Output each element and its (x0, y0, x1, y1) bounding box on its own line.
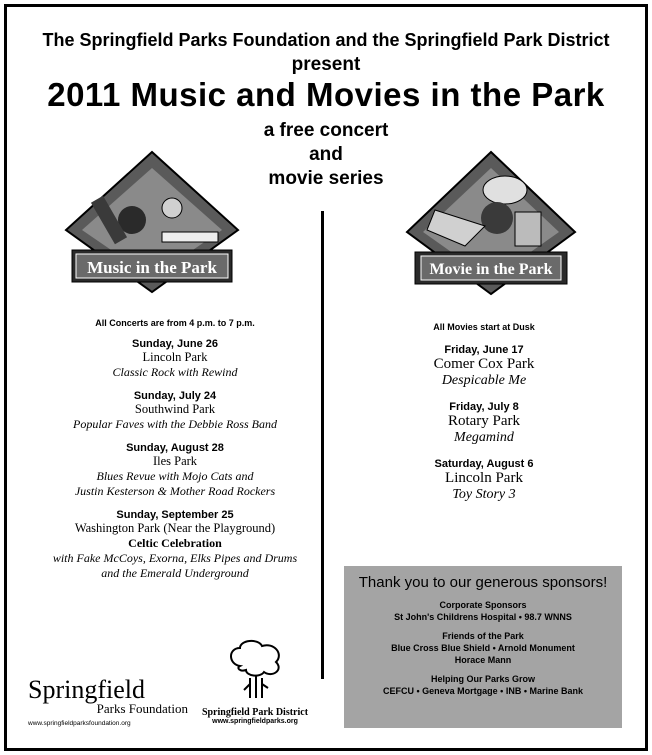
friends-list: Blue Cross Blue Shield • Arnold Monument (391, 643, 575, 653)
tree-hand-icon (220, 638, 290, 700)
concert-place: Southwind Park (134, 402, 216, 416)
foundation-url: www.springfieldparksfoundation.org (28, 720, 131, 727)
subtitle-line-2: and (309, 144, 343, 165)
present-word: present (291, 54, 361, 75)
movie-place: Rotary Park (447, 413, 521, 429)
concert-place: Washington Park (Near the Playground) (74, 521, 276, 535)
movie-place: Lincoln Park (445, 470, 523, 486)
concert-desc: with Fake McCoys, Exorna, Elks Pipes and Drums (52, 551, 298, 565)
presenters-line: The Springfield Parks Foundation and the Springfield Park District (42, 30, 610, 50)
movies-time-note: All Movies start at Dusk (433, 322, 535, 332)
movie-date: Friday, July 8 (449, 401, 519, 413)
concerts-column (30, 318, 320, 581)
music-logo-text: Music in the Park (87, 258, 217, 277)
concert-place: Iles Park (152, 454, 198, 468)
concert-place: Lincoln Park (142, 350, 208, 364)
movie-title: Megamind (454, 430, 514, 445)
corporate-sponsors-heading: Corporate Sponsors (439, 600, 527, 610)
district-name: Springfield Park District (201, 707, 309, 718)
poster-title: 2011 Music and Movies in the Park (47, 76, 605, 113)
concerts-time-note: All Concerts are from 4 p.m. to 7 p.m. (95, 318, 255, 328)
subtitle-line-1: a free concert (263, 120, 389, 141)
sponsors-thanks: Thank you to our generous sponsors! (358, 574, 608, 591)
music-in-the-park-logo (62, 150, 242, 305)
grow-heading: Helping Our Parks Grow (430, 674, 536, 684)
movie-title: Despicable Me (441, 373, 527, 388)
movie-place: Comer Cox Park (433, 356, 535, 372)
movies-column (344, 322, 624, 503)
concert-date: Sunday, August 28 (126, 442, 224, 454)
concert-date: Sunday, June 26 (132, 338, 218, 350)
concert-date: Sunday, July 24 (133, 390, 217, 402)
concert-desc: Blues Revue with Mojo Cats and (96, 469, 254, 483)
movie-in-the-park-logo (405, 150, 585, 305)
concert-desc: Justin Kesterson & Mother Road Rockers (74, 484, 276, 498)
movie-logo-text: Movie in the Park (429, 261, 553, 278)
concert-desc: Classic Rock with Rewind (112, 365, 238, 379)
concert-desc: and the Emerald Underground (101, 566, 249, 580)
movie-date: Friday, June 17 (444, 344, 524, 356)
foundation-name: Springfield (28, 675, 145, 704)
sponsors-box (344, 566, 622, 728)
column-divider (321, 211, 324, 679)
corporate-sponsors-list: St John's Childrens Hospital • 98.7 WNNS (394, 612, 572, 622)
friends-list: Horace Mann (454, 655, 512, 665)
subtitle-line-3: movie series (268, 168, 384, 189)
district-url: www.springfieldparks.org (212, 718, 298, 725)
movie-date: Saturday, August 6 (434, 458, 534, 470)
friends-heading: Friends of the Park (442, 631, 524, 641)
concert-date: Sunday, September 25 (116, 509, 234, 521)
foundation-sub: Parks Foundation (96, 701, 188, 716)
park-district-logo (200, 638, 310, 725)
concert-event-title: Celtic Celebration (128, 536, 222, 550)
movie-title: Toy Story 3 (452, 487, 516, 502)
parks-foundation-logo (28, 676, 188, 727)
concert-desc: Popular Faves with the Debbie Ross Band (73, 417, 277, 431)
grow-list: CEFCU • Geneva Mortgage • INB • Marine Bank (383, 686, 583, 696)
